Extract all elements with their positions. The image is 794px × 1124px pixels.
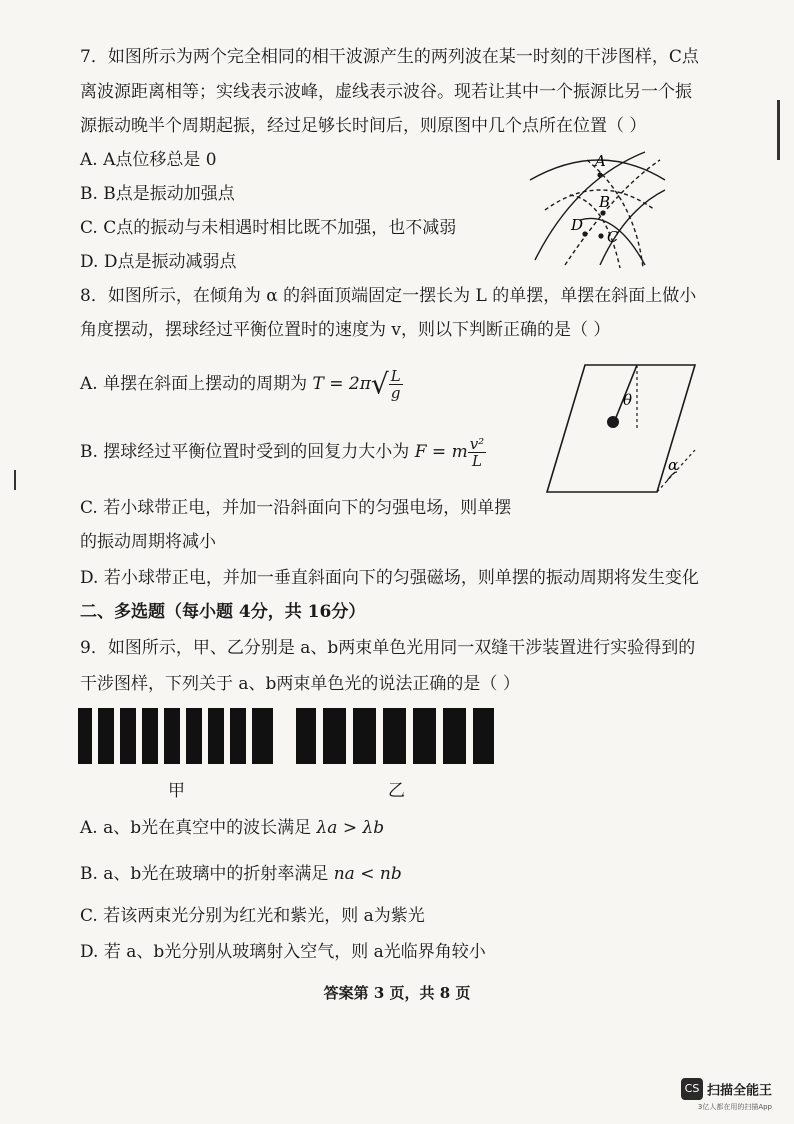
fringe-label-jia: 甲 [168,781,185,801]
q8-stem-line-2: 角度摆动，摆球经过平衡位置时的速度为 v，则以下判断正确的是（ ） [80,320,611,340]
q7-option-a: A. A点位移总是 0 [80,150,217,170]
q7-label-c: C [607,228,619,246]
q9-stem-line-1: 9．如图所示，甲、乙分别是 a、b两束单色光用同一双缝干涉装置进行实验得到的 [80,638,696,658]
q8-option-b-lhs: F = m [414,442,468,462]
page-footer: 答案第 3 页，共 8 页 [323,984,471,1002]
scanner-watermark [681,1078,772,1112]
q9-option-a-math: λa > λb [316,818,385,838]
section-2-heading: 二、多选题（每小题 4分，共 16分） [80,602,366,622]
q7-interference-figure [525,150,670,270]
q8-option-a-lhs: T = 2π [312,374,371,394]
q9-option-d: D. 若 a、b光分别从玻璃射入空气，则 a光临界角较小 [80,942,486,962]
scanner-logo-icon: CS [681,1078,703,1100]
q8-option-a-text: A. 单摆在斜面上摆动的周期为 [80,374,308,394]
fringe-pattern-jia [78,708,273,764]
q8-incline-pendulum-figure [545,360,715,500]
q9-option-a [80,816,384,840]
scanner-brand-tagline: 3亿人都在用的扫描App [697,1103,772,1111]
q7-label-b: B [599,193,611,211]
scan-edge-mark [777,100,780,160]
scan-edge-mark-left [14,470,16,490]
q7-stem-line-3: 源振动晚半个周期起振，经过足够长时间后，则原图中几个点所在位置（ ） [80,116,647,136]
q8-option-a-den: g [390,384,401,402]
q8-stem-line-1: 8．如图所示，在倾角为 α 的斜面顶端固定一摆长为 L 的单摆，单摆在斜面上做小 [80,286,697,306]
q9-option-b-text: B. a、b光在玻璃中的折射率满足 [80,864,329,884]
scanner-brand-name: 扫描全能王 [706,1083,772,1099]
q8-option-a-num: L [390,367,401,385]
q8-option-a-fraction [389,368,403,401]
q9-option-c: C. 若该两束光分别为红光和紫光，则 a为紫光 [80,906,425,926]
q7-option-b: B. B点是振动加强点 [80,184,235,204]
sqrt-icon: √ [370,367,389,401]
q9-stem-line-2: 干涉图样，下列关于 a、b两束单色光的说法正确的是（ ） [80,674,520,694]
q7-stem-line-1: 7．如图所示为两个完全相同的相干波源产生的两列波在某一时刻的干涉图样，C点 [80,47,699,67]
q8-option-a [80,368,403,401]
q8-option-b [80,436,486,469]
q9-option-a-text: A. a、b光在真空中的波长满足 [80,818,312,838]
q8-option-b-fraction [468,436,487,469]
q7-option-c: C. C点的振动与未相遇时相比既不加强，也不减弱 [80,218,457,238]
q7-label-d: D [571,216,584,234]
q8-option-d: D. 若小球带正电，并加一垂直斜面向下的匀强磁场，则单摆的振动周期将发生变化 [80,568,699,588]
q8-option-c-line-2: 的振动周期将减小 [80,532,216,552]
q7-label-a: A [595,152,606,170]
q7-stem-line-2: 离波源距离相等；实线表示波峰，虚线表示波谷。现若让其中一个振源比另一个振 [80,82,692,102]
q8-option-b-num: v² [469,435,485,453]
q8-label-alpha: α [668,456,679,474]
fringe-pattern-yi [296,708,494,764]
q8-option-c-line-1: C. 若小球带正电，并加一沿斜面向下的匀强电场，则单摆 [80,498,512,518]
q8-option-b-den: L [471,452,482,470]
q9-option-b [80,862,402,886]
fringe-label-yi: 乙 [388,781,405,801]
q9-option-b-math: na < nb [333,864,402,884]
q8-option-b-text: B. 摆球经过平衡位置时受到的回复力大小为 [80,442,410,462]
q7-option-d: D. D点是振动减弱点 [80,252,237,272]
q8-label-theta: θ [623,391,633,409]
